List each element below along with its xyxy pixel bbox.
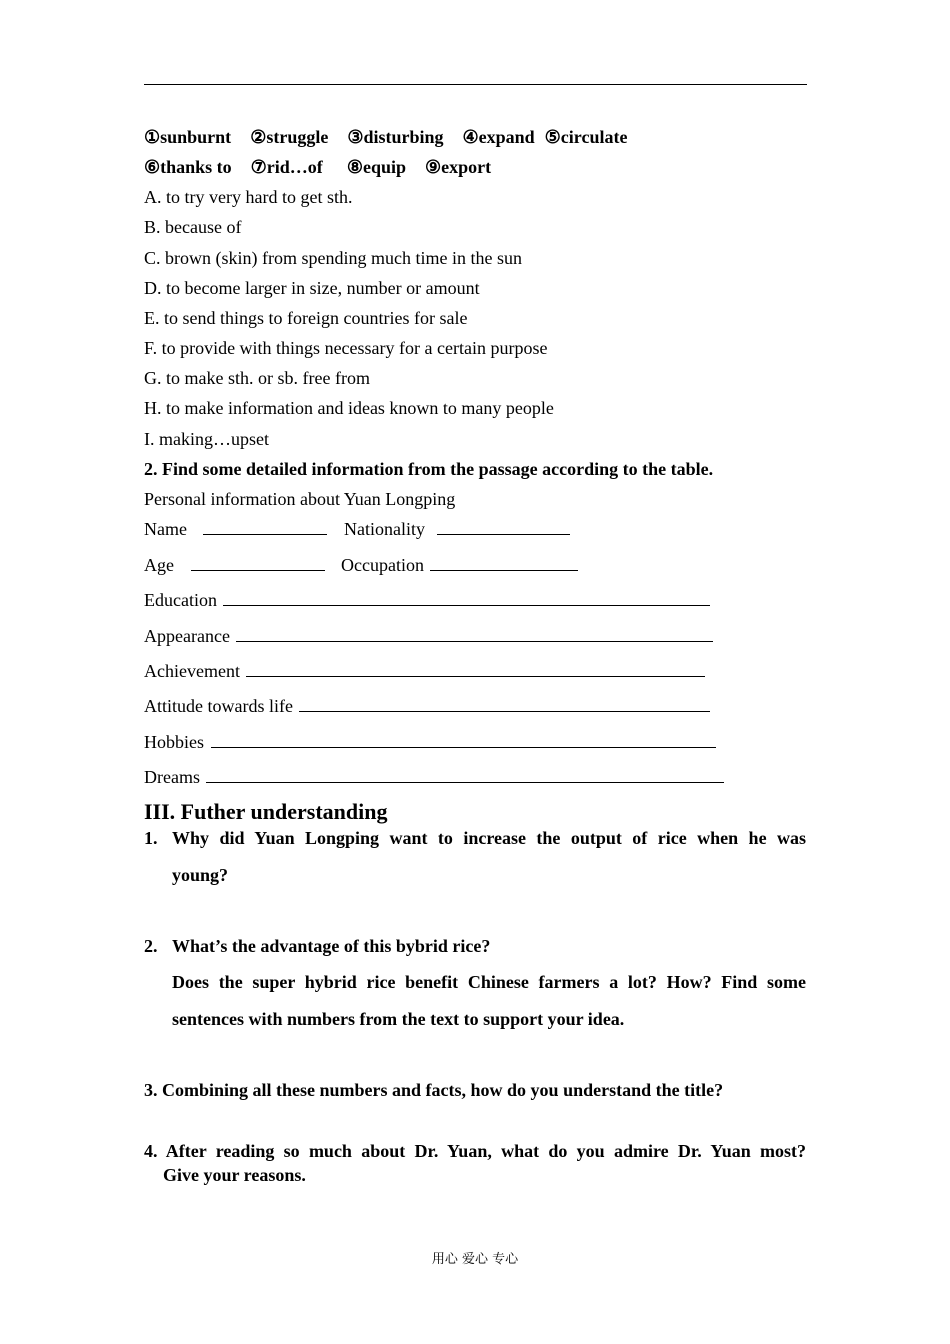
achievement-row bbox=[144, 660, 705, 682]
definition-item: A. to try very hard to get sth. bbox=[144, 187, 353, 207]
definition-item: B. because of bbox=[144, 217, 242, 237]
question-1-line-2: young? bbox=[172, 865, 229, 885]
vocab-word: ③disturbing bbox=[347, 127, 444, 147]
nationality-blank[interactable] bbox=[437, 518, 570, 535]
education-label: Education bbox=[144, 590, 217, 610]
age-occupation-row bbox=[144, 554, 578, 576]
attitude-label: Attitude towards life bbox=[144, 696, 293, 716]
nationality-label: Nationality bbox=[343, 519, 425, 539]
vocab-row-2 bbox=[144, 156, 491, 178]
name-nationality-row bbox=[144, 518, 570, 540]
name-blank[interactable] bbox=[203, 518, 327, 535]
age-blank[interactable] bbox=[191, 554, 325, 571]
top-answer-line bbox=[144, 84, 807, 85]
question-2-line-1: What’s the advantage of this bybrid rice? bbox=[172, 936, 491, 956]
page-footer: 用心 爱心 专心 bbox=[431, 1252, 519, 1267]
question-2-line-2: Does the super hybrid rice benefit Chinese farmers a lot? How? Find some bbox=[172, 972, 806, 992]
section-2-instruction: 2. Find some detailed information from the passage according to the table. bbox=[144, 459, 714, 479]
question-2-number: 2. bbox=[144, 936, 158, 956]
vocab-word: ②struggle bbox=[250, 127, 329, 147]
achievement-blank[interactable] bbox=[246, 660, 705, 677]
definition-item: C. brown (skin) from spending much time in the sun bbox=[144, 248, 522, 268]
definition-item: H. to make information and ideas known to many people bbox=[144, 398, 554, 418]
question-1-number: 1. bbox=[144, 828, 158, 848]
vocab-word: ⑤circulate bbox=[544, 127, 628, 147]
hobbies-label: Hobbies bbox=[144, 732, 204, 752]
vocab-word: ④expand bbox=[462, 127, 535, 147]
vocab-word: ⑧equip bbox=[346, 157, 406, 177]
education-row bbox=[144, 589, 710, 611]
vocab-word: ⑦rid…of bbox=[250, 157, 323, 177]
vocab-word: ①sunburnt bbox=[144, 127, 232, 147]
dreams-blank[interactable] bbox=[206, 766, 724, 783]
section-3-heading: III. Futher understanding bbox=[144, 799, 388, 824]
question-2-line-3: sentences with numbers from the text to support your idea. bbox=[172, 1009, 625, 1029]
vocab-word: ⑥thanks to bbox=[144, 157, 232, 177]
dreams-row bbox=[144, 766, 724, 788]
vocab-row-1 bbox=[144, 126, 627, 148]
attitude-row bbox=[144, 695, 710, 717]
age-label: Age bbox=[144, 555, 174, 575]
vocab-word: ⑨export bbox=[424, 157, 492, 177]
question-1-line-1: Why did Yuan Longping want to increase the output of rice when he was bbox=[172, 828, 806, 848]
table-subtitle: Personal information about Yuan Longping bbox=[144, 489, 456, 509]
hobbies-blank[interactable] bbox=[211, 731, 716, 748]
definition-item: D. to become larger in size, number or amount bbox=[144, 278, 480, 298]
definition-item: I. making…upset bbox=[144, 429, 269, 449]
appearance-row bbox=[144, 625, 713, 647]
education-blank[interactable] bbox=[223, 589, 710, 606]
appearance-label: Appearance bbox=[144, 626, 230, 646]
name-label: Name bbox=[144, 519, 187, 539]
occupation-blank[interactable] bbox=[430, 554, 578, 571]
hobbies-row bbox=[144, 731, 716, 753]
definition-item: F. to provide with things necessary for a certain purpose bbox=[144, 338, 548, 358]
appearance-blank[interactable] bbox=[236, 625, 713, 642]
question-4-line-2: Give your reasons. bbox=[163, 1165, 306, 1185]
question-4-line-1: 4. After reading so much about Dr. Yuan, what do you admire Dr. Yuan most? bbox=[144, 1141, 806, 1161]
attitude-blank[interactable] bbox=[299, 695, 710, 712]
dreams-label: Dreams bbox=[144, 767, 200, 787]
question-3: 3. Combining all these numbers and facts, how do you understand the title? bbox=[144, 1080, 724, 1100]
definition-item: G. to make sth. or sb. free from bbox=[144, 368, 370, 388]
occupation-label: Occupation bbox=[341, 555, 424, 575]
achievement-label: Achievement bbox=[144, 661, 240, 681]
definition-item: E. to send things to foreign countries for sale bbox=[144, 308, 468, 328]
